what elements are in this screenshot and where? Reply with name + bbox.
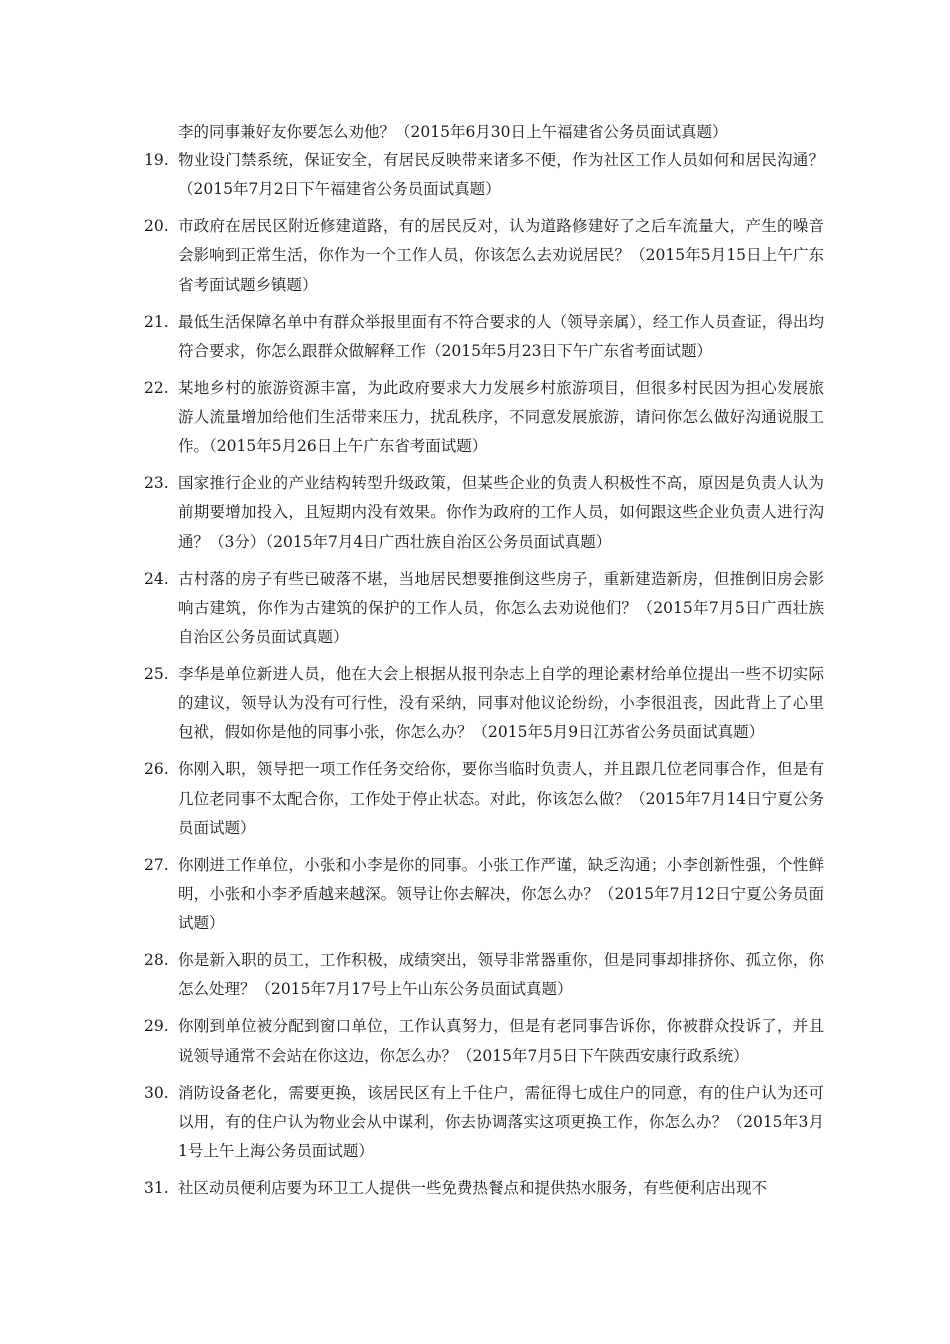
question-item — [144, 1012, 824, 1070]
question-list — [144, 146, 824, 1211]
question-number: 25. — [144, 665, 169, 684]
question-number: 23. — [144, 474, 169, 493]
question-text: 李华是单位新进人员，他在大会上根据从报刊杂志上自学的理论素材给单位提出一些不切实际的建议，领导认为没有可行性，没有采纳，同事对他议论纷纷，小李很沮丧，因此背上了心里包袱，假如你是他的同事小张，你怎么办？（2015年5月9日江苏省公务员面试真题） — [178, 665, 824, 742]
question-text: 某地乡村的旅游资源丰富，为此政府要求大力发展乡村旅游项目，但很多村民因为担心发展旅游人流量增加给他们生活带来压力，扰乱秩序，不同意发展旅游，请问你怎么做好沟通说服工作。（2015年5月26日上午广东省考面试题） — [178, 378, 824, 456]
question-number: 28. — [144, 951, 169, 970]
question-item — [144, 308, 824, 366]
question-number: 21. — [144, 312, 169, 331]
question-item — [144, 469, 824, 557]
question-item — [144, 565, 824, 653]
question-number: 31. — [144, 1179, 169, 1198]
question-text: 最低生活保障名单中有群众举报里面有不符合要求的人（领导亲属），经工作人员查证，得出均符合要求，你怎么跟群众做解释工作（2015年5月23日下午广东省考面试题） — [178, 312, 824, 360]
question-text: 社区动员便利店要为环卫工人提供一些免费热餐点和提供热水服务，有些便利店出现不 — [178, 1179, 768, 1198]
question-text: 你刚到单位被分配到窗口单位，工作认真努力，但是有老同事告诉你，你被群众投诉了，并且说领导通常不会站在你这边，你怎么办？（2015年7月5日下午陕西安康行政系统） — [178, 1017, 824, 1065]
question-item — [144, 212, 824, 300]
question-number: 19. — [144, 151, 169, 169]
question-number: 26. — [144, 760, 169, 779]
question-text: 你是新入职的员工，工作积极，成绩突出，领导非常器重你，但是同事却排挤你、孤立你，你怎么处理？（2015年7月17号上午山东公务员面试真题） — [178, 951, 824, 999]
question-text: 市政府在居民区附近修建道路，有的居民反对，认为道路修建好了之后车流量大，产生的噪音会影响到正常生活，你作为一个工作人员，你该怎么去劝说居民？（2015年5月15日上午广东省考面试题乡镇题） — [178, 217, 824, 294]
question-number: 29. — [144, 1017, 169, 1036]
question-text: 国家推行企业的产业结构转型升级政策，但某些企业的负责人积极性不高，原因是负责人认为前期要增加投入，且短期内没有效果。你作为政府的工作人员，如何跟这些企业负责人进行沟通？（3分）（2015年7月4日广西壮族自治区公务员面试真题） — [178, 474, 824, 551]
question-number: 20. — [144, 217, 169, 236]
question-number: 24. — [144, 569, 169, 588]
question-text: 消防设备老化，需要更换，该居民区有上千住户，需征得七成住户的同意，有的住户认为还可以用，有的住户认为物业会从中谋利，你去协调落实这项更换工作，你怎么办？（2015年3月1号上午上海公务员面试题） — [178, 1083, 824, 1161]
question-number: 27. — [144, 855, 169, 874]
question-text: 你刚进工作单位，小张和小李是你的同事。小张工作严谨，缺乏沟通；小李创新性强，个性鲜明，小张和小李矛盾越来越深。领导让你去解决，你怎么办？（2015年7月12日宁夏公务员面试题） — [178, 855, 824, 933]
question-item — [144, 374, 824, 462]
continuation-text: 李的同事兼好友你要怎么劝他？（2015年6月30日上午福建省公务员面试真题） — [178, 123, 728, 141]
question-number: 22. — [144, 378, 169, 397]
question-text: 物业设门禁系统，保证安全，有居民反映带来诸多不便，作为社区工作人员如何和居民沟通？（2015年7月2日下午福建省公务员面试真题） — [178, 151, 824, 199]
question-item — [144, 1174, 824, 1203]
question-text: 你刚入职，领导把一项工作任务交给你，要你当临时负责人，并且跟几位老同事合作，但是有几位老同事不太配合你，工作处于停止状态。对此，你该怎么做？（2015年7月14日宁夏公务员面试题） — [178, 760, 824, 837]
question-number: 30. — [144, 1083, 169, 1102]
question-item — [144, 1079, 824, 1167]
question-item — [144, 755, 824, 843]
question-text: 古村落的房子有些已破落不堪，当地居民想要推倒这些房子，重新建造新房，但推倒旧房会影响古建筑，你作为古建筑的保护的工作人员，你怎么去劝说他们？（2015年7月5日广西壮族自治区公务员面试真题） — [178, 569, 824, 647]
question-item — [144, 851, 824, 939]
question-item — [144, 146, 824, 204]
question-item — [144, 660, 824, 748]
question-item — [144, 946, 824, 1004]
